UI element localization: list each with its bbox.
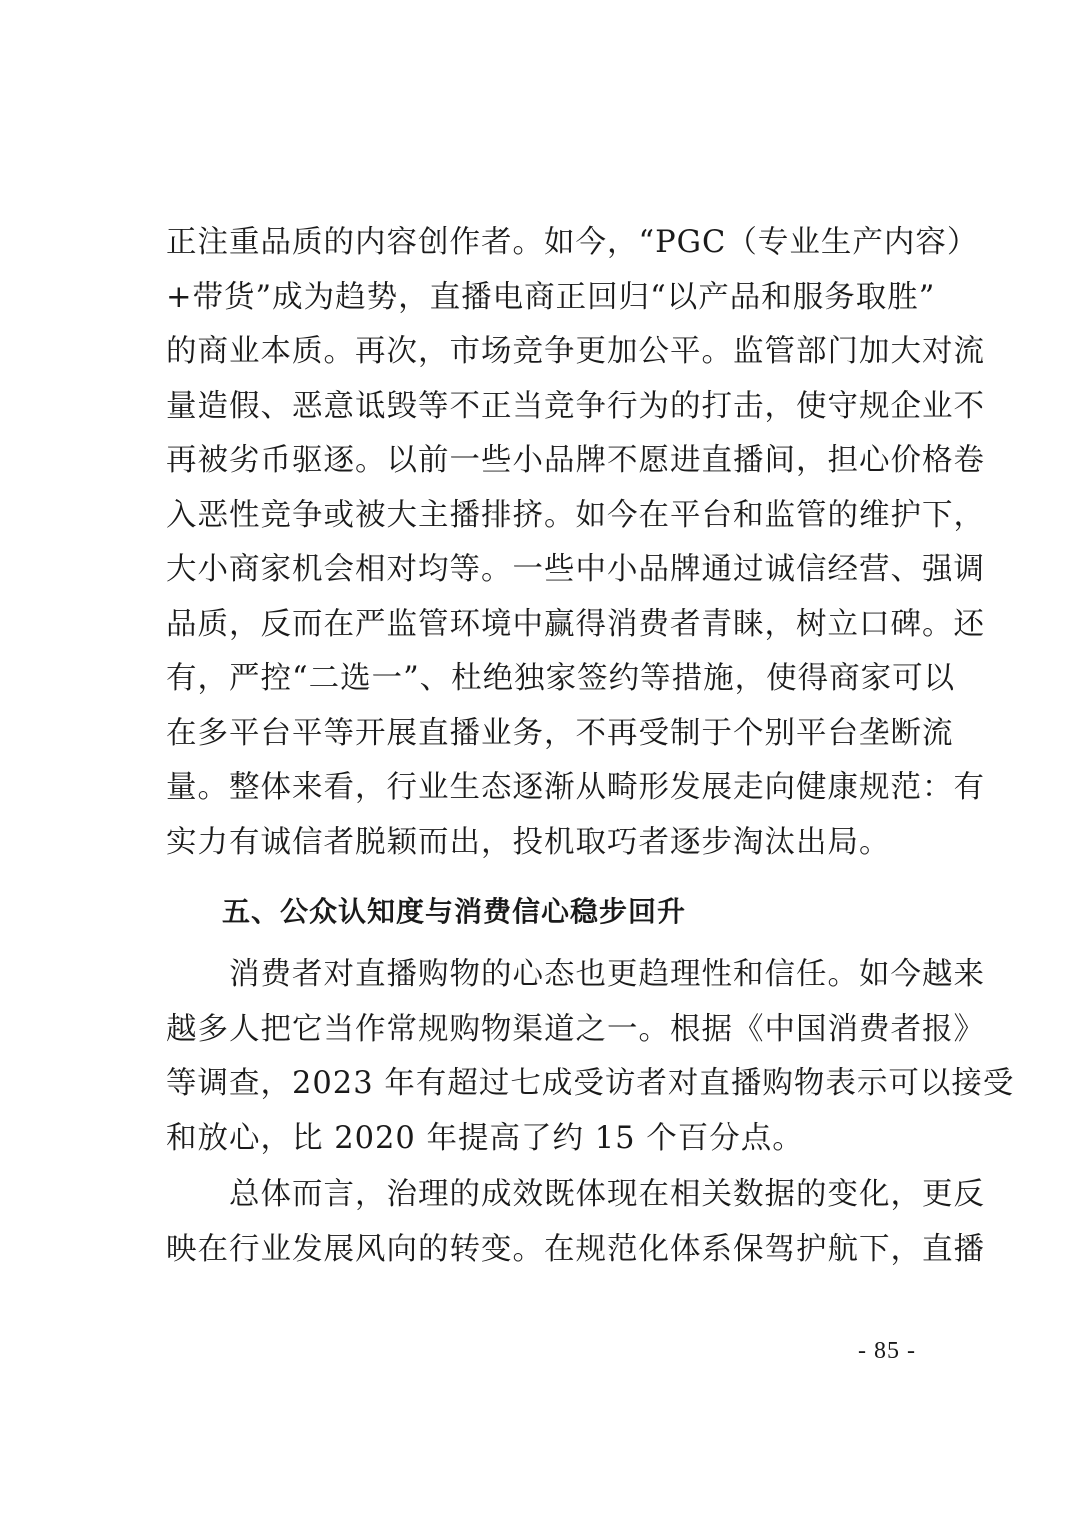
text-line: 实力有诚信者脱颖而出，投机取巧者逐步淘汰出局。 [166, 824, 891, 860]
text-line: +带货”成为趋势，直播电商正回归“以产品和服务取胜” [166, 279, 936, 315]
page-number: - 85 - [858, 1338, 916, 1364]
text-line: 总体而言，治理的成效既体现在相关数据的变化，更反 [166, 1177, 985, 1212]
text-line: 有，严控“二选一”、杜绝独家签约等措施，使得商家可以 [166, 661, 956, 696]
text-line: 入恶性竞争或被大主播排挤。如今在平台和监管的维护下， [166, 497, 985, 533]
paragraph-1 [166, 216, 985, 870]
text-line: 量。整体来看，行业生态逐渐从畸形发展走向健康规范：有 [166, 770, 985, 805]
text-line: 品质，反而在严监管环境中赢得消费者青睐，树立口碑。还 [166, 606, 985, 642]
text-line: 消费者对直播购物的心态也更趋理性和信任。如今越来 [166, 957, 985, 992]
text-line: 在多平台平等开展直播业务，不再受制于个别平台垄断流 [166, 715, 954, 751]
paragraph-2 [166, 948, 1015, 1166]
section-heading: 五、公众认知度与消费信心稳步回升 [222, 895, 687, 928]
text-line: 再被劣币驱逐。以前一些小品牌不愿进直播间，担心价格卷 [166, 443, 985, 478]
text-line: 的商业本质。再次，市场竞争更加公平。监管部门加大对流 [166, 334, 985, 369]
text-line: 正注重品质的内容创作者。如今，“PGC（专业生产内容） [166, 225, 979, 260]
text-line: 大小商家机会相对均等。一些中小品牌通过诚信经营、强调 [166, 552, 985, 587]
text-line: 映在行业发展风向的转变。在规范化体系保驾护航下，直播 [166, 1231, 985, 1267]
text-line: 量造假、恶意诋毁等不正当竞争行为的打击，使守规企业不 [166, 388, 985, 424]
paragraph-3 [166, 1168, 985, 1277]
text-line: 等调查，2023 年有超过七成受访者对直播购物表示可以接受 [166, 1066, 1015, 1101]
text-line: 越多人把它当作常规购物渠道之一。根据《中国消费者报》 [166, 1011, 985, 1047]
text-line: 和放心，比 2020 年提高了约 15 个百分点。 [166, 1120, 804, 1156]
